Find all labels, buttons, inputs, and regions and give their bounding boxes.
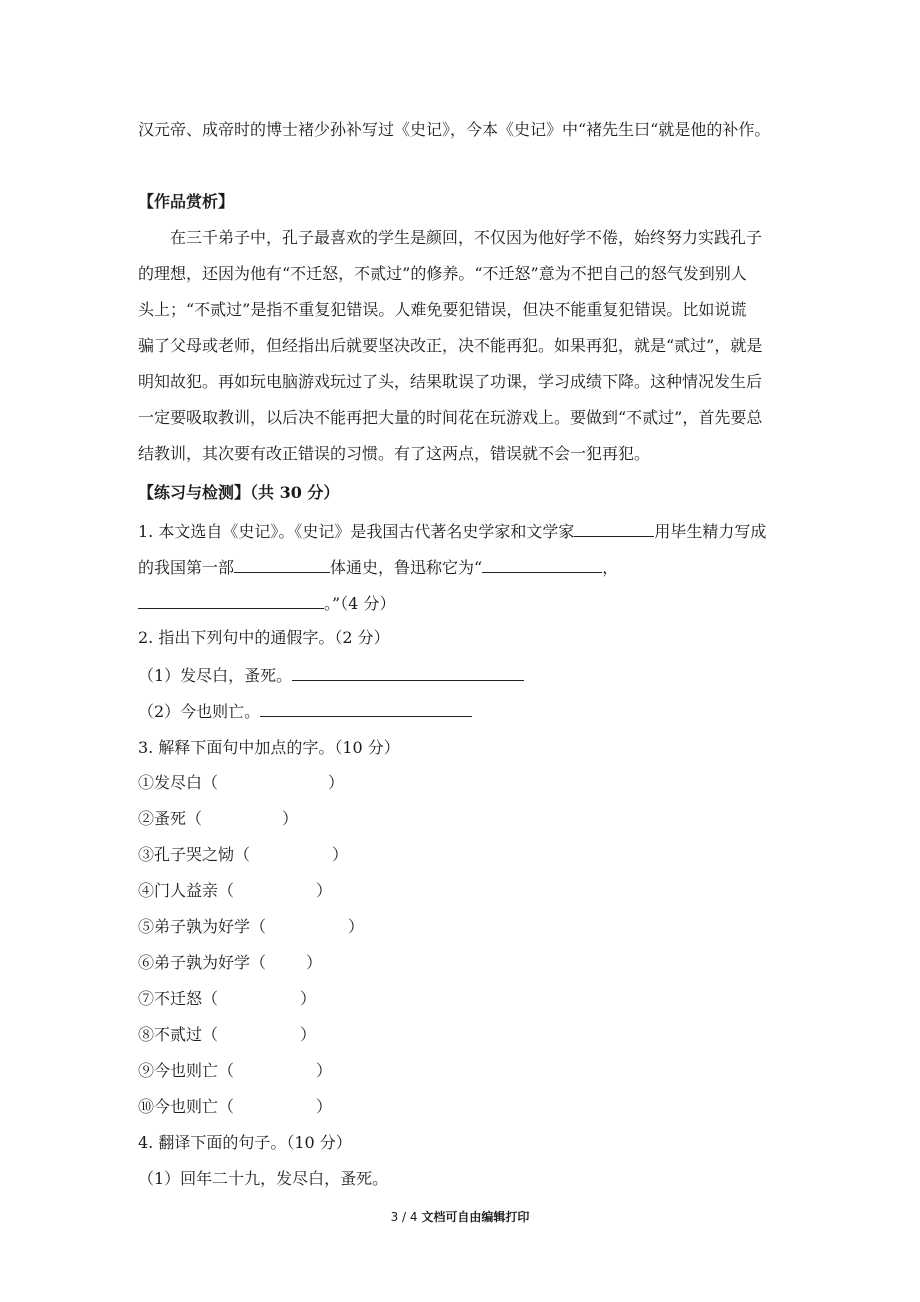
q1-blank-quote-1[interactable] — [482, 556, 602, 573]
footer-label: 文档可自由编辑打印 — [421, 1210, 530, 1224]
q3-item — [138, 917, 364, 937]
q2-item-text: （2）今也则亡。 — [138, 702, 261, 721]
q3-close-paren: ） — [348, 917, 365, 936]
question-1-line-1 — [138, 520, 766, 542]
q3-item — [138, 845, 348, 865]
question-4-title: 4. 翻译下面的句子。（10 分） — [138, 1133, 352, 1152]
question-1-line-2 — [138, 556, 618, 578]
q3-item — [138, 1097, 332, 1117]
question-2-title: 2. 指出下列句中的通假字。（2 分） — [138, 628, 390, 647]
q3-item-text: ⑥弟子孰为好学（ — [138, 953, 267, 972]
appreciation-line: 的理想，还因为他有“不迁怒，不贰过”的修养。“不迁怒”意为不把自己的怒气发到别人 — [138, 264, 747, 283]
q1-blank-author[interactable] — [574, 520, 654, 537]
q1-blank-genre[interactable] — [234, 556, 330, 573]
appreciation-line: 结教训，其次要有改正错误的习惯。有了这两点，错误就不会一犯再犯。 — [138, 444, 651, 463]
q3-item-text: ⑦不迁怒（ — [138, 989, 219, 1008]
q3-item-text: ②蚤死（ — [138, 809, 203, 828]
q3-close-paren: ） — [306, 953, 323, 972]
q3-item-text: ④门人益亲（ — [138, 881, 235, 900]
exercises-heading-title: 【练习与检测】 — [138, 483, 251, 502]
q2-answer-blank[interactable] — [260, 700, 472, 717]
q1-text: 的我国第一部 — [138, 558, 235, 577]
q3-item — [138, 1061, 332, 1081]
q3-item-text: ③孔子哭之恸（ — [138, 845, 251, 864]
q3-close-paren: ） — [316, 1097, 333, 1116]
q3-item — [138, 989, 316, 1009]
intro-paragraph: 汉元帝、成帝时的博士褚少孙补写过《史记》，今本《史记》中“褚先生曰“就是他的补作。 — [138, 120, 771, 139]
q3-item — [138, 1025, 316, 1045]
q3-close-paren: ） — [328, 773, 345, 792]
q3-close-paren: ） — [316, 1061, 333, 1080]
q3-item-text: ①发尽白（ — [138, 773, 219, 792]
q3-item-text: ⑤弟子孰为好学（ — [138, 917, 267, 936]
appreciation-line: 骗了父母或老师，但经指出后就要坚决改正，决不能再犯。如果再犯，就是“贰过”，就是 — [138, 336, 763, 355]
q3-item-text: ⑩今也则亡（ — [138, 1097, 235, 1116]
q3-close-paren: ） — [332, 845, 349, 864]
question-1-line-3 — [138, 592, 395, 614]
q3-item — [138, 953, 322, 973]
page-footer — [0, 1208, 920, 1225]
q1-text: ， — [602, 558, 619, 577]
q3-close-paren: ） — [316, 881, 333, 900]
q2-item-text: （1）发尽白，蚤死。 — [138, 666, 293, 685]
q3-close-paren: ） — [300, 1025, 317, 1044]
question-3-title: 3. 解释下面句中加点的字。（10 分） — [138, 738, 400, 757]
q3-item-text: ⑨今也则亡（ — [138, 1061, 235, 1080]
q1-blank-quote-2[interactable] — [138, 592, 324, 609]
q2-answer-blank[interactable] — [292, 664, 524, 681]
q3-item — [138, 773, 344, 793]
appreciation-line: 一定要吸取教训，以后决不能再把大量的时间花在玩游戏上。要做到“不贰过”，首先要总 — [138, 408, 763, 427]
q3-item — [138, 809, 298, 829]
q1-text: 体通史，鲁迅称它为“ — [330, 558, 483, 577]
appreciation-line: 头上；“不贰过”是指不重复犯错误。人难免要犯错误，但决不能重复犯错误。比如说谎 — [138, 300, 747, 319]
question-2-item — [138, 664, 524, 686]
exercises-total-score: （共 30 分） — [250, 483, 340, 502]
appreciation-line: 明知故犯。再如玩电脑游戏玩过了头，结果耽误了功课，学习成绩下降。这种情况发生后 — [138, 372, 763, 391]
q3-item-text: ⑧不贰过（ — [138, 1025, 219, 1044]
question-4-item: （1）回年二十九，发尽白，蚤死。 — [138, 1169, 389, 1188]
q1-text: 用毕生精力写成 — [654, 522, 767, 541]
page-number: 3 / 4 — [390, 1210, 418, 1224]
question-2-item — [138, 700, 472, 722]
q1-text: 。”（4 分） — [324, 594, 396, 613]
appreciation-heading: 【作品赏析】 — [138, 192, 235, 211]
q3-close-paren: ） — [300, 989, 317, 1008]
q3-close-paren: ） — [282, 809, 299, 828]
appreciation-line: 在三千弟子中，孔子最喜欢的学生是颜回，不仅因为他好学不倦，始终努力实践孔子 — [170, 228, 763, 247]
q3-item — [138, 881, 332, 901]
exercises-heading — [138, 483, 339, 503]
q1-text: 1. 本文选自《史记》。《史记》是我国古代著名史学家和文学家 — [138, 522, 575, 541]
